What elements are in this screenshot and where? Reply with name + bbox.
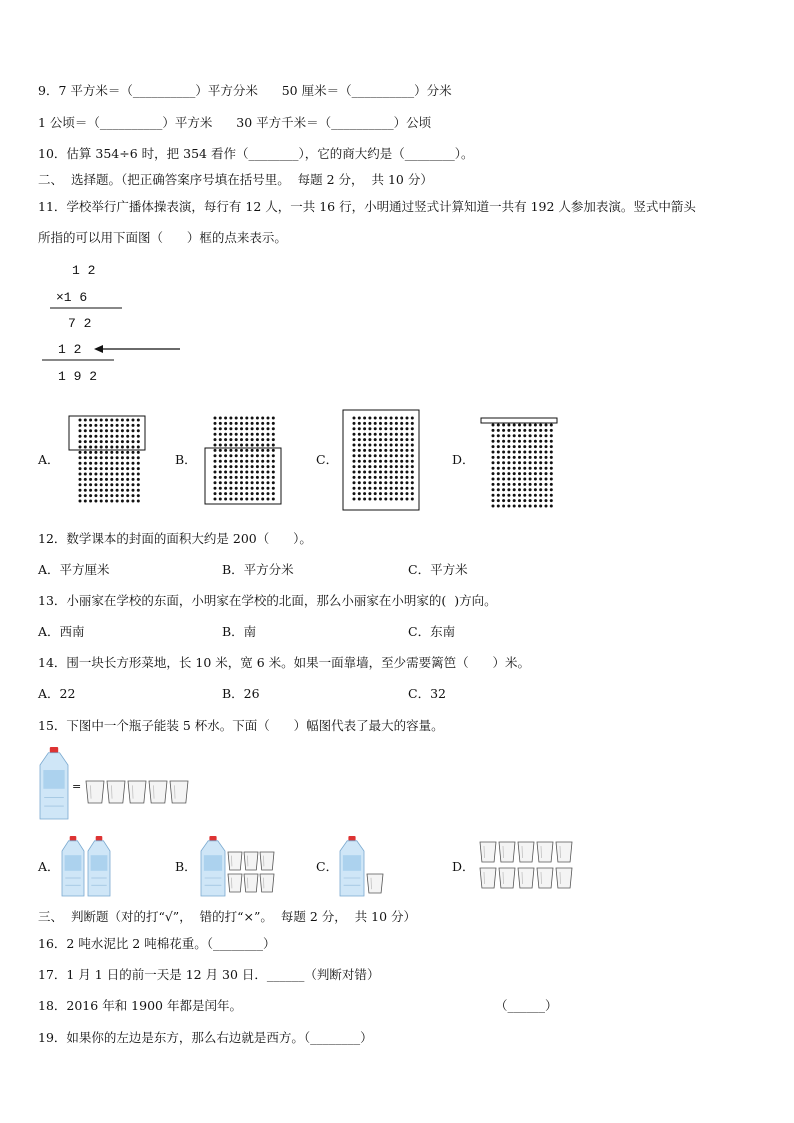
- q12-option-a: A．平方厘米: [38, 562, 110, 577]
- q15-option-c: C．: [316, 859, 339, 874]
- q19-text: 19．如果你的左边是东方，那么右边就是西方。（________）: [38, 1030, 373, 1045]
- q11-option-d: D．: [452, 452, 475, 467]
- q9-line1: 9．7 平方米＝（__________）平方分米 50 厘米＝（__________）分米: [38, 83, 452, 98]
- option-d-ten-cups: [478, 838, 578, 896]
- section2-heading: 二、 选择题。（把正确答案序号填在括号里。 每题 2 分， 共 10 分）: [38, 172, 433, 187]
- glass-cup-icon: [244, 874, 258, 892]
- q14-option-c: C．32: [408, 686, 446, 701]
- water-bottle-icon: [40, 747, 68, 819]
- glass-cup-icon: [170, 781, 188, 803]
- calc-row-3: 7 2: [68, 316, 92, 331]
- water-bottle-icon: [62, 836, 84, 896]
- option-a-two-bottles: [58, 834, 118, 898]
- q18-stem: 18．2016 年和 1900 年都是闰年。: [38, 998, 242, 1013]
- dot-grid-a: [60, 410, 160, 510]
- glass-cup-icon: [499, 842, 515, 862]
- q11-line1: 11．学校举行广播体操表演，每行有 12 人，一共 16 行，小明通过竖式计算知道一共有 192 人参加表演。竖式中箭头: [38, 199, 696, 214]
- q11-option-a: A．: [38, 452, 60, 467]
- section3-heading: 三、 判断题（对的打“√”， 错的打“×”。 每题 2 分， 共 10 分）: [38, 909, 417, 924]
- glass-cup-icon: [260, 874, 274, 892]
- glass-cup-icon: [537, 868, 553, 888]
- equals-sign: =: [72, 780, 82, 793]
- dot-grid-d: [475, 410, 575, 510]
- glass-cup-icon: [244, 852, 258, 870]
- q16-text: 16．2 吨水泥比 2 吨棉花重。（________）: [38, 936, 276, 951]
- q17-text: 17．1 月 1 日的前一天是 12 月 30 日．______（判断对错）: [38, 967, 380, 982]
- dot-grid-c: [335, 405, 435, 515]
- water-bottle-icon: [88, 836, 110, 896]
- q15-option-b: B．: [175, 859, 197, 874]
- q13-option-b: B．南: [222, 624, 257, 639]
- q15-option-a: A．: [38, 859, 60, 874]
- q13-stem: 13．小丽家在学校的东面，小明家在学校的北面，那么小丽家在小明家的( )方向。: [38, 593, 497, 608]
- q18-blank: （______）: [495, 998, 558, 1013]
- dot-array: [214, 417, 275, 501]
- q13-option-a: A．西南: [38, 624, 85, 639]
- glass-cup-icon: [480, 842, 496, 862]
- water-bottle-icon: [340, 836, 364, 896]
- calc-row-1: 1 2: [72, 263, 96, 278]
- q15-stem: 15．下图中一个瓶子能装 5 杯水。下面（ ）幅图代表了最大的容量。: [38, 718, 444, 733]
- dot-array: [353, 417, 414, 501]
- q14-stem: 14．围一块长方形菜地，长 10 米，宽 6 米。如果一面靠墙，至少需要篱笆（ ）米。: [38, 655, 530, 670]
- dot-array: [79, 419, 140, 503]
- dot-grid-b: [196, 410, 296, 510]
- calc-row-5: 1 9 2: [58, 369, 98, 384]
- glass-cup-icon: [260, 852, 274, 870]
- highlight-frame: [481, 418, 557, 423]
- q11-option-b: B．: [175, 452, 197, 467]
- calc-row-2: ×1 6: [56, 290, 88, 305]
- q11-line2: 所指的可以用下面图（ ）框的点来表示。: [38, 230, 287, 245]
- q14-option-b: B．26: [222, 686, 260, 701]
- glass-cup-icon: [367, 874, 383, 893]
- calc-lines: [0, 0, 794, 400]
- glass-cup-icon: [86, 781, 104, 803]
- glass-cup-icon: [149, 781, 167, 803]
- glass-cup-icon: [228, 852, 242, 870]
- q15-option-d: D．: [452, 859, 475, 874]
- q14-option-a: A．22: [38, 686, 76, 701]
- glass-cup-icon: [107, 781, 125, 803]
- glass-cup-icon: [518, 868, 534, 888]
- glass-cup-icon: [518, 842, 534, 862]
- q13-option-c: C．东南: [408, 624, 456, 639]
- q12-option-b: B．平方分米: [222, 562, 294, 577]
- glass-cup-icon: [480, 868, 496, 888]
- option-b-bottle-six-cups: [198, 834, 278, 898]
- glass-cup-icon: [228, 874, 242, 892]
- option-c-bottle-one-cup: [336, 834, 396, 898]
- arrow-head-icon: [94, 345, 103, 353]
- glass-cup-icon: [499, 868, 515, 888]
- q10-text: 10．估算 354÷6 时，把 354 看作（________），它的商大约是（________）。: [38, 146, 474, 161]
- glass-cup-icon: [556, 842, 572, 862]
- q11-option-c: C．: [316, 452, 339, 467]
- bottle-equals-cups-figure: [36, 745, 206, 825]
- glass-cup-icon: [128, 781, 146, 803]
- q9-line2: 1 公顷＝（__________）平方米 30 平方千米＝（__________）公顷: [38, 115, 432, 130]
- q12-option-c: C．平方米: [408, 562, 468, 577]
- dot-array: [492, 424, 553, 508]
- highlight-frame: [205, 448, 281, 504]
- calc-row-4: 1 2: [58, 342, 82, 357]
- q12-stem: 12．数学课本的封面的面积大约是 200（ ）。: [38, 531, 312, 546]
- glass-cup-icon: [556, 868, 572, 888]
- water-bottle-icon: [201, 836, 225, 896]
- glass-cup-icon: [537, 842, 553, 862]
